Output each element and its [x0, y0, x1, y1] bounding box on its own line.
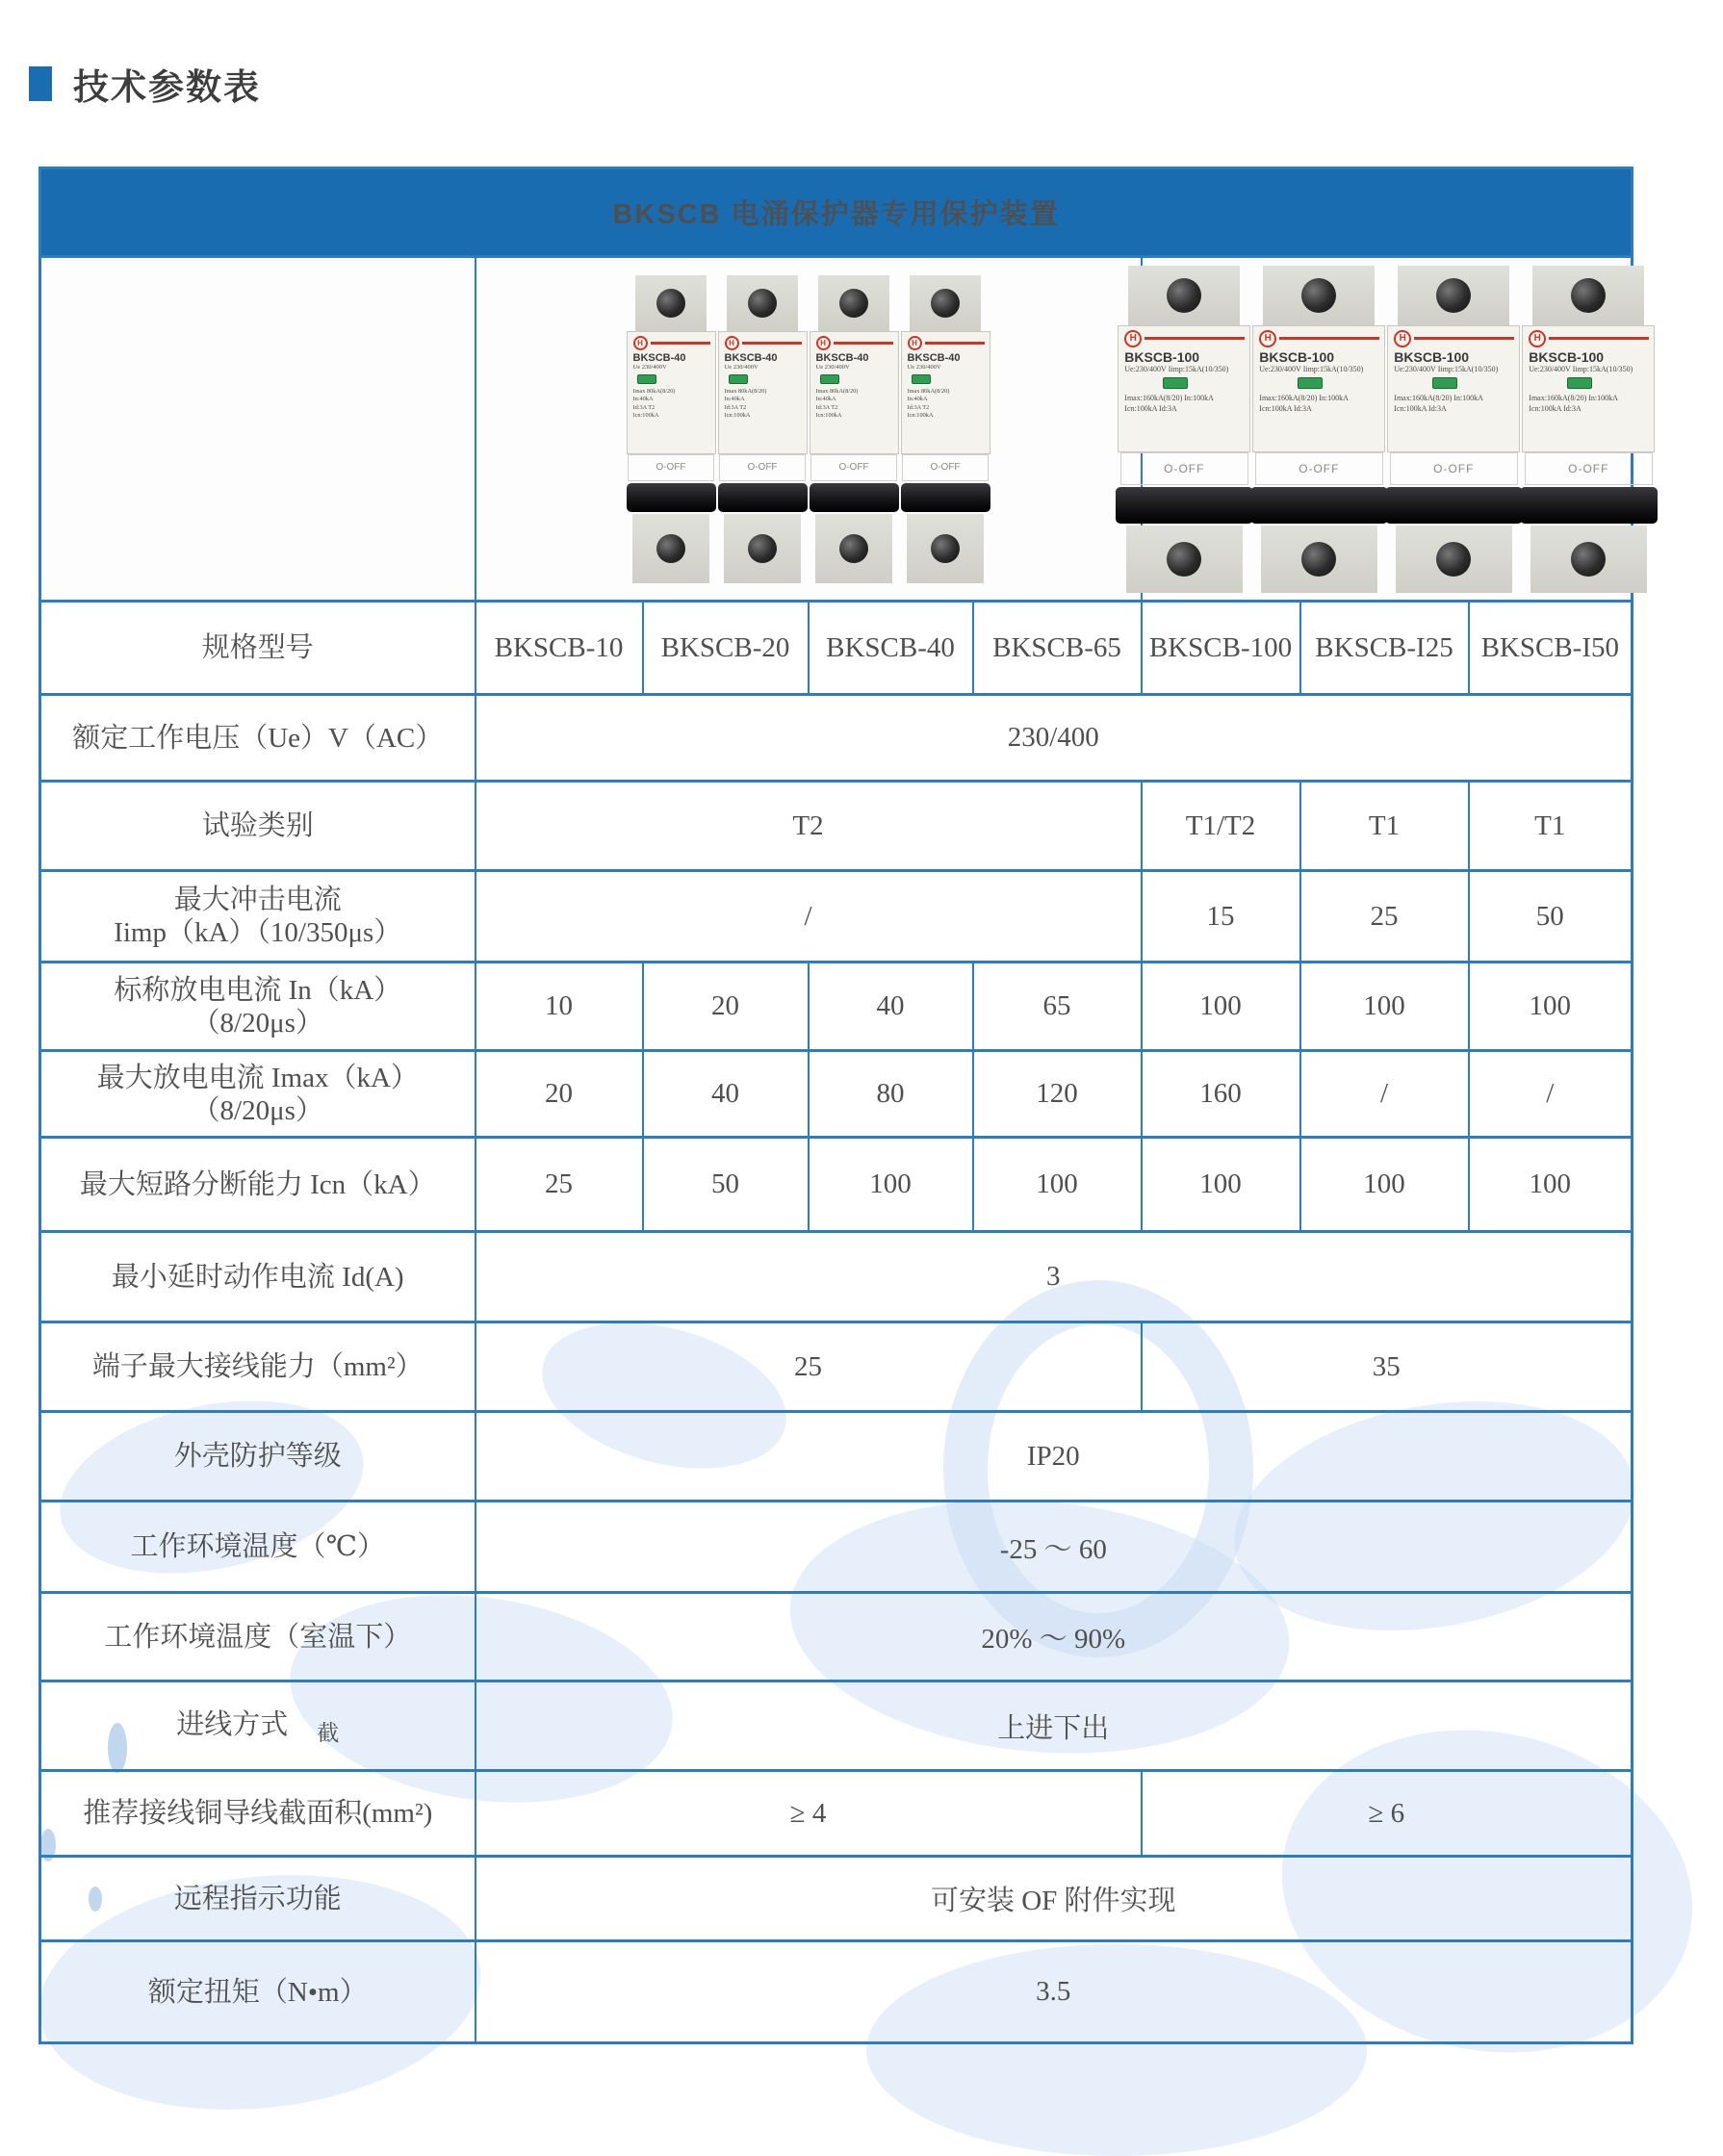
module-spec-line: Icn:100kA — [632, 412, 659, 419]
screw-icon — [1167, 278, 1201, 313]
module-spec-line: Icn:100kA — [724, 412, 751, 419]
page-title — [29, 58, 261, 110]
toggle-window: O-OFF — [902, 454, 988, 481]
row-label: 外壳防护等级 — [40, 1412, 476, 1502]
row-label: 规格型号 — [40, 602, 476, 695]
logo-line — [925, 342, 985, 345]
breaker-handle — [1385, 487, 1524, 524]
spec-row — [40, 1412, 1633, 1502]
value-cell: 20% ～ 90% — [476, 1593, 1633, 1681]
value-cell: 25 — [476, 1322, 1142, 1412]
table-title: BKSCB 电涌保护器专用保护装置 — [40, 168, 1633, 257]
table-title-row — [40, 168, 1633, 257]
value-cell: T1/T2 — [1142, 782, 1300, 871]
module-voltage: Ue:230/400V Iimp:15kA(10/350) — [1394, 364, 1499, 373]
model-cell: BKSCB-100 — [1142, 602, 1300, 695]
value-cell: 上进下出 — [476, 1681, 1633, 1771]
module-spec-line: Icn:100kA Id:3A — [1529, 403, 1582, 413]
logo-line — [651, 342, 710, 345]
product-photo-small — [476, 257, 1142, 602]
terminal-block — [1530, 526, 1647, 593]
row-label: 额定扭矩（N•m） — [40, 1941, 476, 2043]
logo-line — [1549, 337, 1649, 340]
brand-logo-icon: H — [1124, 330, 1142, 347]
module-spec-line: Imax 80kA(8/20) — [632, 387, 676, 395]
module-spec-line: In:40kA — [632, 396, 654, 402]
terminal-block — [907, 514, 984, 583]
module-model: BKSCB-100 — [1124, 348, 1200, 365]
module-model: BKSCB-40 — [632, 351, 686, 364]
model-cell: BKSCB-65 — [973, 602, 1142, 695]
module-voltage: Ue:230/400V Iimp:15kA(10/350) — [1529, 364, 1633, 373]
module-spec-line: Imax 80kA(8/20) — [815, 387, 859, 395]
model-cell: BKSCB-I50 — [1469, 602, 1633, 695]
screw-icon — [1436, 542, 1471, 577]
module-voltage: Ue 230/400V — [907, 363, 941, 371]
breaker-module-small — [810, 275, 899, 583]
toggle-window: O-OFF — [1120, 452, 1247, 485]
indicator-window — [1163, 377, 1188, 389]
module-spec-line: In:40kA — [724, 396, 745, 402]
breaker-handle — [1520, 487, 1659, 524]
screw-icon — [931, 534, 960, 563]
value-cell: 50 — [1469, 871, 1633, 962]
indicator-window — [1298, 377, 1323, 389]
spec-row — [40, 1681, 1633, 1771]
spec-table — [39, 167, 1633, 2044]
terminal-block — [1263, 266, 1375, 325]
terminal-block — [1261, 526, 1377, 593]
value-cell: 25 — [1300, 871, 1469, 962]
breaker-handle — [1116, 487, 1254, 524]
module-spec-line: Icn:100kA Id:3A — [1394, 403, 1447, 413]
value-cell: 80 — [809, 1051, 973, 1138]
screw-icon — [656, 534, 685, 563]
value-cell: 230/400 — [476, 695, 1633, 782]
module-voltage: Ue 230/400V — [632, 363, 667, 371]
module-spec-line: Imax:160kA(8/20) In:100kA — [1394, 393, 1483, 402]
value-cell: 40 — [809, 962, 973, 1051]
value-cell: IP20 — [476, 1412, 1633, 1502]
breaker-module-small — [718, 275, 808, 583]
screw-icon — [1436, 278, 1471, 313]
breaker-handle — [718, 483, 808, 512]
spec-row — [40, 1771, 1633, 1857]
value-cell: 100 — [1300, 1138, 1469, 1232]
logo-line — [834, 342, 893, 345]
breaker-module-large — [1522, 266, 1655, 593]
toggle-window: O-OFF — [1255, 452, 1382, 485]
brand-logo-icon: H — [1259, 330, 1276, 347]
value-cell: / — [1469, 1051, 1633, 1138]
value-cell: T2 — [476, 782, 1142, 871]
row-label: 工作环境温度（℃） — [40, 1502, 476, 1593]
module-model: BKSCB-100 — [1259, 348, 1335, 365]
value-cell: 3 — [476, 1232, 1633, 1322]
title-bullet-icon — [29, 66, 52, 101]
breaker-face — [810, 331, 899, 454]
logo-line — [1279, 337, 1379, 340]
value-cell: ≥ 6 — [1142, 1771, 1633, 1857]
module-spec-line: In:40kA — [815, 396, 836, 402]
photo-row — [40, 257, 1633, 602]
breaker-handle — [1250, 487, 1389, 524]
row-label: 最大放电电流 Imax（kA） （8/20μs） — [40, 1051, 476, 1138]
breaker-handle — [901, 483, 990, 512]
breaker-module-large — [1387, 266, 1520, 593]
spec-row — [40, 1857, 1633, 1941]
row-label: 最小延时动作电流 Id(A) — [40, 1232, 476, 1322]
indicator-window — [637, 374, 656, 384]
terminal-block — [815, 514, 892, 583]
module-spec-line: Imax:160kA(8/20) In:100kA — [1529, 393, 1618, 402]
row-label: 进线方式 截 — [40, 1681, 476, 1771]
indicator-window — [912, 374, 931, 384]
breaker-face — [1118, 325, 1250, 452]
module-spec-line: In:40kA — [907, 396, 928, 402]
screw-icon — [839, 534, 868, 563]
row-label: 最大短路分断能力 Icn（kA） — [40, 1138, 476, 1232]
value-cell: / — [1300, 1051, 1469, 1138]
terminal-block — [632, 514, 709, 583]
indicator-window — [1567, 377, 1592, 389]
toggle-window: O-OFF — [810, 454, 896, 481]
terminal-block — [818, 275, 889, 331]
spec-row — [40, 1138, 1633, 1232]
toggle-window: O-OFF — [628, 454, 713, 481]
logo-line — [1144, 337, 1245, 340]
page-title-text: 技术参数表 — [73, 67, 261, 107]
brand-logo-icon: H — [908, 336, 922, 350]
spec-row — [40, 1593, 1633, 1681]
breaker-face — [901, 331, 990, 454]
spec-row — [40, 1502, 1633, 1593]
indicator-window — [820, 374, 839, 384]
module-model: BKSCB-40 — [724, 351, 778, 364]
spec-row — [40, 871, 1633, 962]
value-cell: 20 — [643, 962, 809, 1051]
toggle-window: O-OFF — [719, 454, 805, 481]
value-cell: 可安装 OF 附件实现 — [476, 1857, 1633, 1941]
brand-logo-icon: H — [725, 336, 739, 350]
row-label: 额定工作电压（Ue）V（AC） — [40, 695, 476, 782]
breaker-face — [1522, 325, 1655, 452]
value-cell: 100 — [809, 1138, 973, 1232]
value-cell: 50 — [643, 1138, 809, 1232]
model-cell: BKSCB-10 — [476, 602, 643, 695]
module-voltage: Ue:230/400V Iimp:15kA(10/350) — [1124, 364, 1229, 373]
row-label: 最大冲击电流 Iimp（kA）（10/350μs） — [40, 871, 476, 962]
screw-icon — [748, 289, 777, 318]
indicator-window — [1432, 377, 1457, 389]
product-photo-large — [1124, 257, 1633, 602]
screw-icon — [1571, 542, 1606, 577]
screw-icon — [931, 289, 960, 318]
module-voltage: Ue 230/400V — [724, 363, 759, 371]
toggle-window: O-OFF — [1525, 452, 1652, 485]
module-spec-line: Icn:100kA — [907, 412, 934, 419]
photo-row-label-empty — [40, 257, 476, 602]
row-label: 工作环境温度（室温下） — [40, 1593, 476, 1681]
module-spec-line: Icn:100kA Id:3A — [1259, 403, 1312, 413]
model-cell: BKSCB-40 — [809, 602, 973, 695]
row-label: 端子最大接线能力（mm²） — [40, 1322, 476, 1412]
module-spec-line: Imax 80kA(8/20) — [907, 387, 950, 395]
breaker-module-large — [1252, 266, 1385, 593]
screw-icon — [656, 289, 685, 318]
row-label: 试验类别 — [40, 782, 476, 871]
logo-line — [742, 342, 802, 345]
breaker-module-small — [627, 275, 716, 583]
brand-logo-icon: H — [1529, 330, 1546, 347]
value-cell: 3.5 — [476, 1941, 1633, 2043]
spec-row — [40, 695, 1633, 782]
terminal-block — [1396, 526, 1512, 593]
breaker-face — [718, 331, 808, 454]
terminal-block — [724, 514, 801, 583]
value-cell: 100 — [973, 1138, 1142, 1232]
spec-row — [40, 1232, 1633, 1322]
screw-icon — [1167, 542, 1201, 577]
value-cell: 65 — [973, 962, 1142, 1051]
spec-row — [40, 782, 1633, 871]
logo-line — [1414, 337, 1514, 340]
module-model: BKSCB-100 — [1394, 348, 1470, 365]
module-spec-line: Id:3A T2 — [815, 403, 838, 411]
terminal-block — [635, 275, 707, 331]
value-cell: 25 — [476, 1138, 643, 1232]
breaker-face — [1252, 325, 1385, 452]
value-cell: 20 — [476, 1051, 643, 1138]
value-cell: 15 — [1142, 871, 1300, 962]
terminal-block — [1126, 526, 1243, 593]
module-model: BKSCB-100 — [1529, 348, 1605, 365]
terminal-block — [1128, 266, 1240, 325]
module-voltage: Ue 230/400V — [815, 363, 850, 371]
module-spec-line: Icn:100kA — [815, 412, 842, 419]
terminal-block — [910, 275, 981, 331]
module-spec-line: Imax:160kA(8/20) In:100kA — [1259, 393, 1349, 402]
value-cell: 100 — [1469, 962, 1633, 1051]
value-cell: T1 — [1300, 782, 1469, 871]
value-cell: 100 — [1142, 962, 1300, 1051]
row-label: 远程指示功能 — [40, 1857, 476, 1941]
value-cell: 160 — [1142, 1051, 1300, 1138]
breaker-module-small — [901, 275, 990, 583]
model-cell: BKSCB-I25 — [1300, 602, 1469, 695]
screw-icon — [748, 534, 777, 563]
spec-row — [40, 1941, 1633, 2043]
breaker-face — [1387, 325, 1520, 452]
module-model: BKSCB-40 — [815, 351, 869, 364]
module-spec-line: Id:3A T2 — [632, 403, 656, 411]
terminal-block — [727, 275, 798, 331]
module-spec-line: Imax:160kA(8/20) In:100kA — [1124, 393, 1214, 402]
module-spec-line: Imax 80kA(8/20) — [724, 387, 767, 395]
toggle-window: O-OFF — [1390, 452, 1517, 485]
value-cell: 100 — [1300, 962, 1469, 1051]
value-cell: 40 — [643, 1051, 809, 1138]
value-cell: 10 — [476, 962, 643, 1051]
brand-logo-icon: H — [1394, 330, 1411, 347]
value-cell: 120 — [973, 1051, 1142, 1138]
value-cell: 100 — [1469, 1138, 1633, 1232]
value-cell: 100 — [1142, 1138, 1300, 1232]
row-label: 标称放电电流 In（kA） （8/20μs） — [40, 962, 476, 1051]
value-cell: / — [476, 871, 1142, 962]
module-spec-line: Id:3A T2 — [724, 403, 747, 411]
screw-icon — [1571, 278, 1606, 313]
value-cell: 35 — [1142, 1322, 1633, 1412]
spec-row — [40, 1322, 1633, 1412]
module-voltage: Ue:230/400V Iimp:15kA(10/350) — [1259, 364, 1364, 373]
module-spec-line: Icn:100kA Id:3A — [1124, 403, 1177, 413]
models-row — [40, 602, 1633, 695]
breaker-module-large — [1118, 266, 1250, 593]
value-cell: ≥ 4 — [476, 1771, 1142, 1857]
breaker-handle — [810, 483, 899, 512]
spec-row — [40, 962, 1633, 1051]
screw-icon — [1301, 278, 1336, 313]
value-cell: T1 — [1469, 782, 1633, 871]
brand-logo-icon: H — [633, 336, 648, 350]
row-label: 推荐接线铜导线截面积(mm²) — [40, 1771, 476, 1857]
screw-icon — [1301, 542, 1336, 577]
value-cell: -25 ～ 60 — [476, 1502, 1633, 1593]
screw-icon — [839, 289, 868, 318]
breaker-face — [627, 331, 716, 454]
brand-logo-icon: H — [816, 336, 831, 350]
module-model: BKSCB-40 — [907, 351, 961, 364]
module-spec-line: Id:3A T2 — [907, 403, 930, 411]
breaker-handle — [627, 483, 716, 512]
terminal-block — [1398, 266, 1509, 325]
indicator-window — [729, 374, 748, 384]
terminal-block — [1532, 266, 1644, 325]
model-cell: BKSCB-20 — [643, 602, 809, 695]
spec-row — [40, 1051, 1633, 1138]
